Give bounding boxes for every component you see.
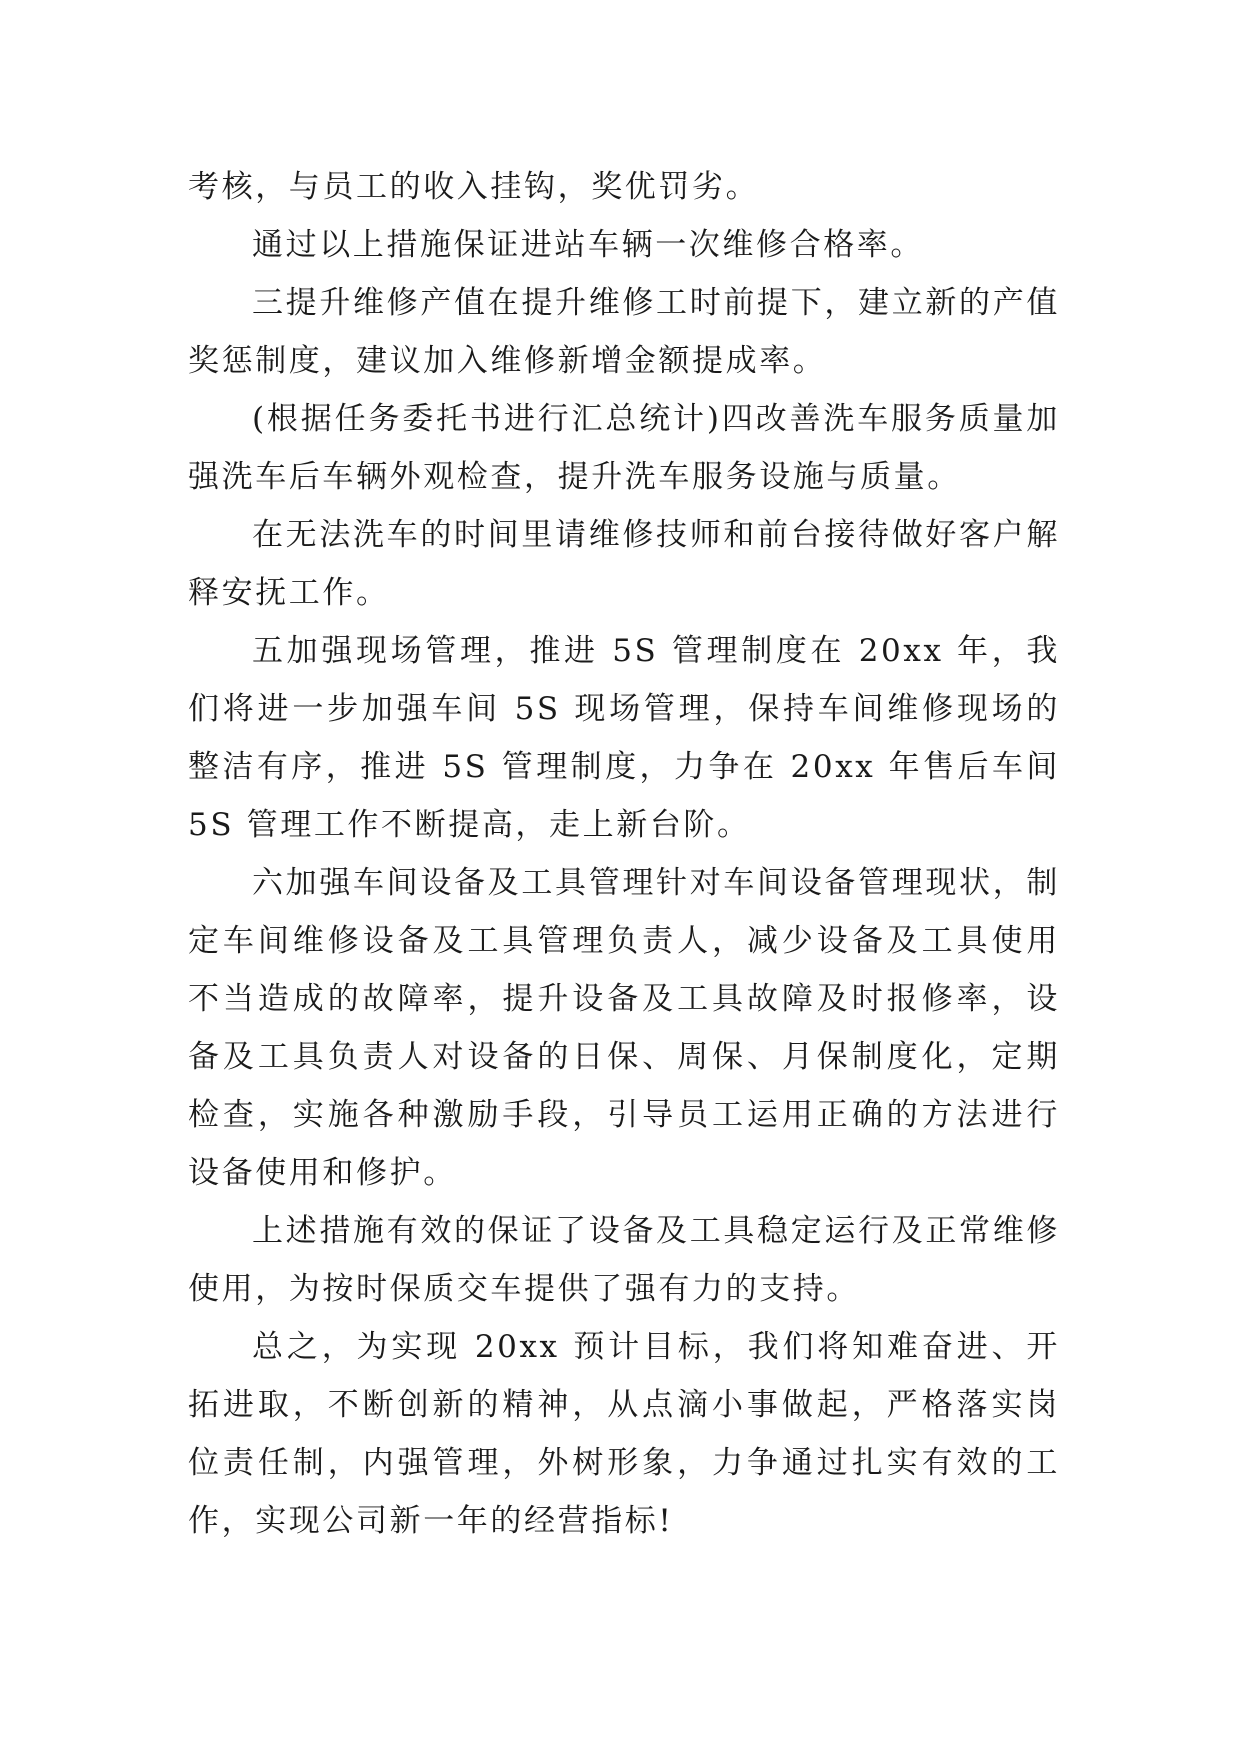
document-body	[188, 158, 1060, 1550]
paragraph-4: (根据任务委托书进行汇总统计)四改善洗车服务质量加强洗车后车辆外观检查，提升洗车服务设施与质量。	[188, 401, 1060, 495]
paragraph-8: 上述措施有效的保证了设备及工具稳定运行及正常维修使用，为按时保质交车提供了强有力的支持。	[188, 1213, 1060, 1307]
paragraph-5: 在无法洗车的时间里请维修技师和前台接待做好客户解释安抚工作。	[188, 517, 1060, 611]
paragraph-6: 五加强现场管理，推进 5S 管理制度在 20xx 年，我们将进一步加强车间 5S 现场管理，保持车间维修现场的整洁有序，推进 5S 管理制度，力争在 20xx 年售后车间 5S 管理工作不断提高，走上新台阶。	[188, 633, 1060, 843]
paragraph-3: 三提升维修产值在提升维修工时前提下，建立新的产值奖惩制度，建议加入维修新增金额提成率。	[188, 285, 1060, 379]
paragraph-7: 六加强车间设备及工具管理针对车间设备管理现状，制定车间维修设备及工具管理负责人，减少设备及工具使用不当造成的故障率，提升设备及工具故障及时报修率，设备及工具负责人对设备的日保、周保、月保制度化，定期检查，实施各种激励手段，引导员工运用正确的方法进行设备使用和修护。	[188, 865, 1060, 1191]
paragraph-1: 考核，与员工的收入挂钩，奖优罚劣。	[188, 169, 760, 205]
paragraph-2: 通过以上措施保证进站车辆一次维修合格率。	[252, 227, 924, 263]
paragraph-9: 总之，为实现 20xx 预计目标，我们将知难奋进、开拓进取，不断创新的精神，从点滴小事做起，严格落实岗位责任制，内强管理，外树形象，力争通过扎实有效的工作，实现公司新一年的经营指标!	[188, 1329, 1060, 1539]
